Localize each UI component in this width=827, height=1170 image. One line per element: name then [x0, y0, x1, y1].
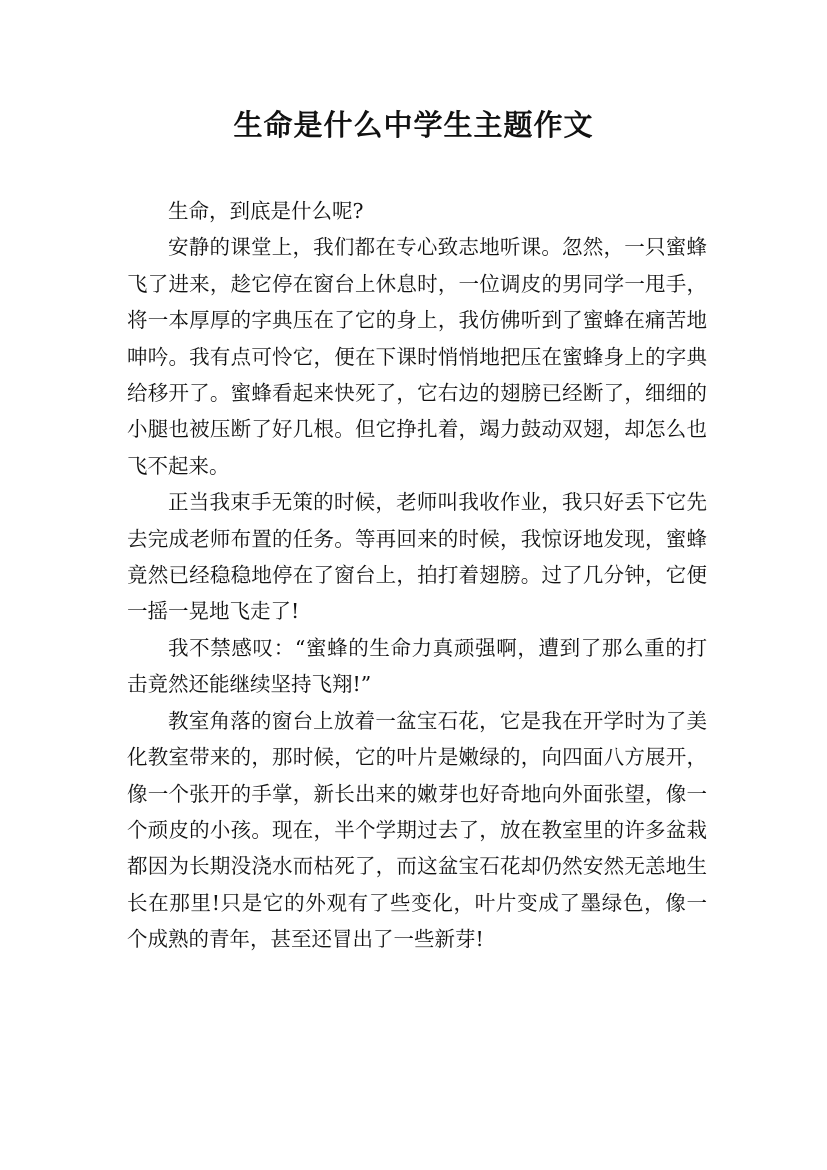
paragraph: 教室角落的窗台上放着一盆宝石花，它是我在开学时为了美化教室带来的，那时候，它的叶片是嫩绿的，向四面八方展开，像一个张开的手掌，新长出来的嫩芽也好奇地向外面张望，像一个顽皮的小孩。现在，半个学期过去了，放在教室里的许多盆栽都因为长期没浇水而枯死了，而这盆宝石花却仍然安然无恙地生长在那里!只是它的外观有了些变化，叶片变成了墨绿色，像一个成熟的青年，甚至还冒出了一些新芽!	[127, 708, 707, 952]
paragraph: 生命，到底是什么呢?	[168, 199, 364, 223]
paragraph: 我不禁感叹：“蜜蜂的生命力真顽强啊，遭到了那么重的打击竟然还能继续坚持飞翔!”	[127, 635, 707, 697]
paragraph: 安静的课堂上，我们都在专心致志地听课。忽然，一只蜜蜂飞了进来，趁它停在窗台上休息时，一位调皮的男同学一甩手，将一本厚厚的字典压在了它的身上，我仿佛听到了蜜蜂在痛苦地呻吟。我有点可怜它，便在下课时悄悄地把压在蜜蜂身上的字典给移开了。蜜蜂看起来快死了，它右边的翅膀已经断了，细细的小腿也被压断了好几根。但它挣扎着，竭力鼓动双翅，却怎么也飞不起来。	[127, 235, 707, 478]
document-body	[127, 193, 707, 958]
document-title: 生命是什么中学生主题作文	[233, 108, 594, 142]
paragraph: 正当我束手无策的时候，老师叫我收作业，我只好丢下它先去完成老师布置的任务。等再回来的时候，我惊讶地发现，蜜蜂竟然已经稳稳地停在了窗台上，拍打着翅膀。过了几分钟，它便一摇一晃地飞走了!	[127, 490, 707, 624]
